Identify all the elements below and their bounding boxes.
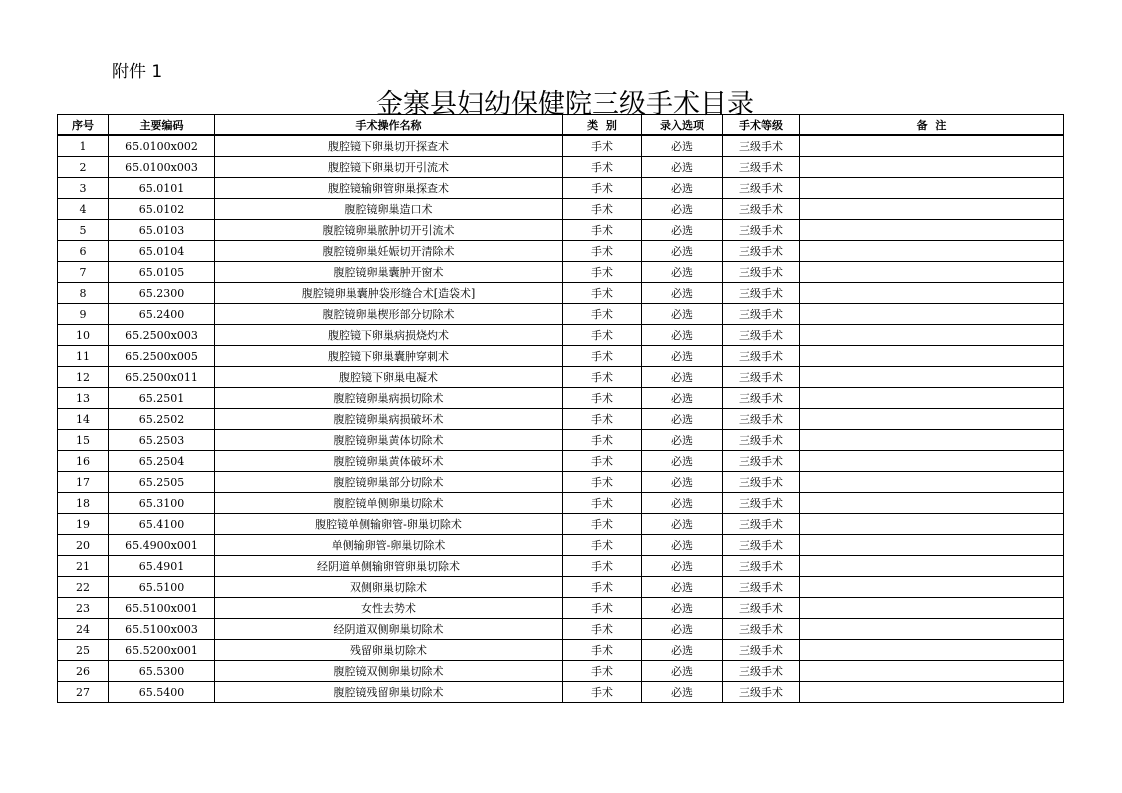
cell-surgery-grade: 三级手术 <box>723 451 800 472</box>
table-row <box>58 577 1064 598</box>
cell-index: 7 <box>58 262 109 283</box>
cell-procedure-name: 腹腔镜卵巢楔形部分切除术 <box>215 304 563 325</box>
cell-index: 9 <box>58 304 109 325</box>
cell-code: 65.2500x011 <box>109 367 215 388</box>
cell-procedure-name: 腹腔镜下卵巢囊肿穿刺术 <box>215 346 563 367</box>
cell-surgery-grade: 三级手术 <box>723 135 800 157</box>
cell-procedure-name: 腹腔镜下卵巢切开引流术 <box>215 157 563 178</box>
cell-procedure-name: 双侧卵巢切除术 <box>215 577 563 598</box>
table-row <box>58 241 1064 262</box>
cell-surgery-grade: 三级手术 <box>723 682 800 703</box>
table-row <box>58 661 1064 682</box>
cell-category: 手术 <box>563 409 642 430</box>
cell-surgery-grade: 三级手术 <box>723 619 800 640</box>
table-row <box>58 430 1064 451</box>
attachment-label: 附件 1 <box>112 62 163 82</box>
cell-code: 65.5100 <box>109 577 215 598</box>
cell-entry-option: 必选 <box>642 682 723 703</box>
cell-entry-option: 必选 <box>642 157 723 178</box>
table-row <box>58 493 1064 514</box>
cell-surgery-grade: 三级手术 <box>723 577 800 598</box>
cell-surgery-grade: 三级手术 <box>723 472 800 493</box>
cell-category: 手术 <box>563 262 642 283</box>
header-surgery-grade: 手术等级 <box>723 115 800 136</box>
cell-remarks <box>800 325 1064 346</box>
cell-entry-option: 必选 <box>642 409 723 430</box>
cell-procedure-name: 腹腔镜卵巢部分切除术 <box>215 472 563 493</box>
cell-code: 65.0104 <box>109 241 215 262</box>
cell-entry-option: 必选 <box>642 346 723 367</box>
cell-category: 手术 <box>563 451 642 472</box>
cell-procedure-name: 腹腔镜双侧卵巢切除术 <box>215 661 563 682</box>
cell-remarks <box>800 367 1064 388</box>
cell-entry-option: 必选 <box>642 262 723 283</box>
cell-index: 1 <box>58 135 109 157</box>
cell-code: 65.0100x002 <box>109 135 215 157</box>
cell-remarks <box>800 157 1064 178</box>
cell-procedure-name: 腹腔镜卵巢黄体切除术 <box>215 430 563 451</box>
cell-category: 手术 <box>563 135 642 157</box>
table-row <box>58 178 1064 199</box>
cell-remarks <box>800 682 1064 703</box>
cell-entry-option: 必选 <box>642 220 723 241</box>
cell-remarks <box>800 199 1064 220</box>
cell-category: 手术 <box>563 283 642 304</box>
cell-surgery-grade: 三级手术 <box>723 388 800 409</box>
cell-entry-option: 必选 <box>642 535 723 556</box>
cell-entry-option: 必选 <box>642 577 723 598</box>
cell-code: 65.2501 <box>109 388 215 409</box>
cell-index: 4 <box>58 199 109 220</box>
cell-category: 手术 <box>563 535 642 556</box>
cell-index: 19 <box>58 514 109 535</box>
cell-index: 6 <box>58 241 109 262</box>
cell-code: 65.5100x001 <box>109 598 215 619</box>
cell-surgery-grade: 三级手术 <box>723 598 800 619</box>
header-entry-option: 录入选项 <box>642 115 723 136</box>
cell-procedure-name: 腹腔镜卵巢囊肿开窗术 <box>215 262 563 283</box>
cell-code: 65.2502 <box>109 409 215 430</box>
cell-remarks <box>800 178 1064 199</box>
cell-code: 65.0105 <box>109 262 215 283</box>
cell-index: 20 <box>58 535 109 556</box>
cell-procedure-name: 经阴道双侧卵巢切除术 <box>215 619 563 640</box>
cell-remarks <box>800 409 1064 430</box>
table-row <box>58 199 1064 220</box>
cell-surgery-grade: 三级手术 <box>723 514 800 535</box>
cell-category: 手术 <box>563 598 642 619</box>
cell-category: 手术 <box>563 472 642 493</box>
cell-index: 24 <box>58 619 109 640</box>
cell-remarks <box>800 535 1064 556</box>
cell-category: 手术 <box>563 388 642 409</box>
table-row <box>58 262 1064 283</box>
cell-procedure-name: 腹腔镜卵巢脓肿切开引流术 <box>215 220 563 241</box>
cell-category: 手术 <box>563 346 642 367</box>
cell-procedure-name: 腹腔镜卵巢妊娠切开清除术 <box>215 241 563 262</box>
cell-surgery-grade: 三级手术 <box>723 346 800 367</box>
cell-category: 手术 <box>563 640 642 661</box>
cell-surgery-grade: 三级手术 <box>723 535 800 556</box>
cell-category: 手术 <box>563 514 642 535</box>
cell-code: 65.4900x001 <box>109 535 215 556</box>
cell-remarks <box>800 241 1064 262</box>
cell-procedure-name: 腹腔镜下卵巢病损烧灼术 <box>215 325 563 346</box>
cell-index: 2 <box>58 157 109 178</box>
cell-entry-option: 必选 <box>642 430 723 451</box>
cell-category: 手术 <box>563 430 642 451</box>
table-row <box>58 346 1064 367</box>
cell-index: 15 <box>58 430 109 451</box>
cell-entry-option: 必选 <box>642 178 723 199</box>
header-row <box>58 115 1064 136</box>
cell-entry-option: 必选 <box>642 199 723 220</box>
cell-procedure-name: 腹腔镜卵巢囊肿袋形缝合术[造袋术] <box>215 283 563 304</box>
cell-index: 18 <box>58 493 109 514</box>
cell-surgery-grade: 三级手术 <box>723 304 800 325</box>
cell-category: 手术 <box>563 220 642 241</box>
cell-index: 12 <box>58 367 109 388</box>
cell-code: 65.2504 <box>109 451 215 472</box>
cell-surgery-grade: 三级手术 <box>723 409 800 430</box>
cell-code: 65.0103 <box>109 220 215 241</box>
cell-code: 65.2505 <box>109 472 215 493</box>
cell-category: 手术 <box>563 577 642 598</box>
cell-remarks <box>800 640 1064 661</box>
cell-remarks <box>800 556 1064 577</box>
cell-remarks <box>800 135 1064 157</box>
cell-surgery-grade: 三级手术 <box>723 556 800 577</box>
table-row <box>58 682 1064 703</box>
cell-entry-option: 必选 <box>642 325 723 346</box>
cell-entry-option: 必选 <box>642 556 723 577</box>
cell-category: 手术 <box>563 178 642 199</box>
cell-index: 11 <box>58 346 109 367</box>
cell-entry-option: 必选 <box>642 451 723 472</box>
cell-procedure-name: 单侧输卵管-卵巢切除术 <box>215 535 563 556</box>
table-body <box>58 135 1064 703</box>
table-row <box>58 409 1064 430</box>
cell-surgery-grade: 三级手术 <box>723 430 800 451</box>
cell-surgery-grade: 三级手术 <box>723 283 800 304</box>
cell-code: 65.2500x005 <box>109 346 215 367</box>
header-index: 序号 <box>58 115 109 136</box>
table-row <box>58 556 1064 577</box>
table-row <box>58 283 1064 304</box>
cell-surgery-grade: 三级手术 <box>723 220 800 241</box>
cell-remarks <box>800 472 1064 493</box>
cell-entry-option: 必选 <box>642 514 723 535</box>
cell-procedure-name: 腹腔镜卵巢黄体破坏术 <box>215 451 563 472</box>
cell-entry-option: 必选 <box>642 640 723 661</box>
table-row <box>58 640 1064 661</box>
cell-entry-option: 必选 <box>642 388 723 409</box>
cell-code: 65.4901 <box>109 556 215 577</box>
table-header <box>58 115 1064 136</box>
table-row <box>58 619 1064 640</box>
cell-code: 65.5100x003 <box>109 619 215 640</box>
cell-code: 65.4100 <box>109 514 215 535</box>
cell-remarks <box>800 598 1064 619</box>
cell-entry-option: 必选 <box>642 241 723 262</box>
cell-surgery-grade: 三级手术 <box>723 493 800 514</box>
table-row <box>58 451 1064 472</box>
cell-remarks <box>800 619 1064 640</box>
table-row <box>58 304 1064 325</box>
cell-code: 65.2400 <box>109 304 215 325</box>
cell-index: 3 <box>58 178 109 199</box>
cell-index: 13 <box>58 388 109 409</box>
cell-remarks <box>800 577 1064 598</box>
cell-index: 17 <box>58 472 109 493</box>
cell-entry-option: 必选 <box>642 598 723 619</box>
header-code: 主要编码 <box>109 115 215 136</box>
cell-procedure-name: 腹腔镜残留卵巢切除术 <box>215 682 563 703</box>
cell-category: 手术 <box>563 661 642 682</box>
cell-surgery-grade: 三级手术 <box>723 640 800 661</box>
cell-index: 8 <box>58 283 109 304</box>
cell-surgery-grade: 三级手术 <box>723 367 800 388</box>
cell-index: 14 <box>58 409 109 430</box>
cell-category: 手术 <box>563 157 642 178</box>
cell-procedure-name: 腹腔镜单侧卵巢切除术 <box>215 493 563 514</box>
cell-category: 手术 <box>563 241 642 262</box>
cell-procedure-name: 腹腔镜单侧输卵管-卵巢切除术 <box>215 514 563 535</box>
cell-index: 16 <box>58 451 109 472</box>
cell-code: 65.0102 <box>109 199 215 220</box>
cell-category: 手术 <box>563 325 642 346</box>
table-row <box>58 535 1064 556</box>
cell-surgery-grade: 三级手术 <box>723 325 800 346</box>
cell-procedure-name: 经阴道单侧输卵管卵巢切除术 <box>215 556 563 577</box>
header-remarks: 备 注 <box>800 115 1064 136</box>
table-row <box>58 598 1064 619</box>
cell-procedure-name: 腹腔镜卵巢病损切除术 <box>215 388 563 409</box>
cell-category: 手术 <box>563 556 642 577</box>
table-row <box>58 135 1064 157</box>
cell-index: 5 <box>58 220 109 241</box>
cell-remarks <box>800 346 1064 367</box>
cell-category: 手术 <box>563 682 642 703</box>
cell-remarks <box>800 661 1064 682</box>
cell-remarks <box>800 493 1064 514</box>
cell-code: 65.5300 <box>109 661 215 682</box>
table-row <box>58 325 1064 346</box>
cell-procedure-name: 腹腔镜下卵巢切开探查术 <box>215 135 563 157</box>
cell-procedure-name: 残留卵巢切除术 <box>215 640 563 661</box>
cell-surgery-grade: 三级手术 <box>723 178 800 199</box>
header-procedure-name: 手术操作名称 <box>215 115 563 136</box>
table-row <box>58 388 1064 409</box>
cell-procedure-name: 腹腔镜卵巢造口术 <box>215 199 563 220</box>
cell-entry-option: 必选 <box>642 367 723 388</box>
cell-remarks <box>800 451 1064 472</box>
cell-code: 65.3100 <box>109 493 215 514</box>
table-row <box>58 472 1064 493</box>
cell-surgery-grade: 三级手术 <box>723 262 800 283</box>
cell-surgery-grade: 三级手术 <box>723 157 800 178</box>
cell-remarks <box>800 514 1064 535</box>
cell-category: 手术 <box>563 493 642 514</box>
cell-remarks <box>800 430 1064 451</box>
cell-entry-option: 必选 <box>642 304 723 325</box>
cell-index: 23 <box>58 598 109 619</box>
cell-procedure-name: 腹腔镜下卵巢电凝术 <box>215 367 563 388</box>
cell-remarks <box>800 388 1064 409</box>
cell-code: 65.0100x003 <box>109 157 215 178</box>
cell-entry-option: 必选 <box>642 619 723 640</box>
cell-remarks <box>800 304 1064 325</box>
cell-entry-option: 必选 <box>642 472 723 493</box>
cell-entry-option: 必选 <box>642 661 723 682</box>
cell-code: 65.5400 <box>109 682 215 703</box>
cell-code: 65.2500x003 <box>109 325 215 346</box>
cell-surgery-grade: 三级手术 <box>723 661 800 682</box>
table-row <box>58 220 1064 241</box>
cell-entry-option: 必选 <box>642 493 723 514</box>
cell-code: 65.0101 <box>109 178 215 199</box>
cell-code: 65.2300 <box>109 283 215 304</box>
cell-code: 65.5200x001 <box>109 640 215 661</box>
cell-remarks <box>800 283 1064 304</box>
cell-index: 21 <box>58 556 109 577</box>
cell-code: 65.2503 <box>109 430 215 451</box>
cell-index: 25 <box>58 640 109 661</box>
cell-index: 26 <box>58 661 109 682</box>
surgery-catalog-table <box>57 114 1064 703</box>
cell-index: 22 <box>58 577 109 598</box>
cell-procedure-name: 女性去势术 <box>215 598 563 619</box>
cell-remarks <box>800 220 1064 241</box>
cell-category: 手术 <box>563 199 642 220</box>
cell-category: 手术 <box>563 304 642 325</box>
header-category: 类 别 <box>563 115 642 136</box>
table-row <box>58 157 1064 178</box>
cell-index: 27 <box>58 682 109 703</box>
cell-surgery-grade: 三级手术 <box>723 241 800 262</box>
cell-surgery-grade: 三级手术 <box>723 199 800 220</box>
page-title: 金寨县妇幼保健院三级手术目录 <box>376 89 754 120</box>
cell-category: 手术 <box>563 619 642 640</box>
cell-procedure-name: 腹腔镜卵巢病损破坏术 <box>215 409 563 430</box>
cell-entry-option: 必选 <box>642 283 723 304</box>
cell-category: 手术 <box>563 367 642 388</box>
table-row <box>58 514 1064 535</box>
cell-entry-option: 必选 <box>642 135 723 157</box>
cell-procedure-name: 腹腔镜输卵管卵巢探查术 <box>215 178 563 199</box>
cell-index: 10 <box>58 325 109 346</box>
cell-remarks <box>800 262 1064 283</box>
table-row <box>58 367 1064 388</box>
